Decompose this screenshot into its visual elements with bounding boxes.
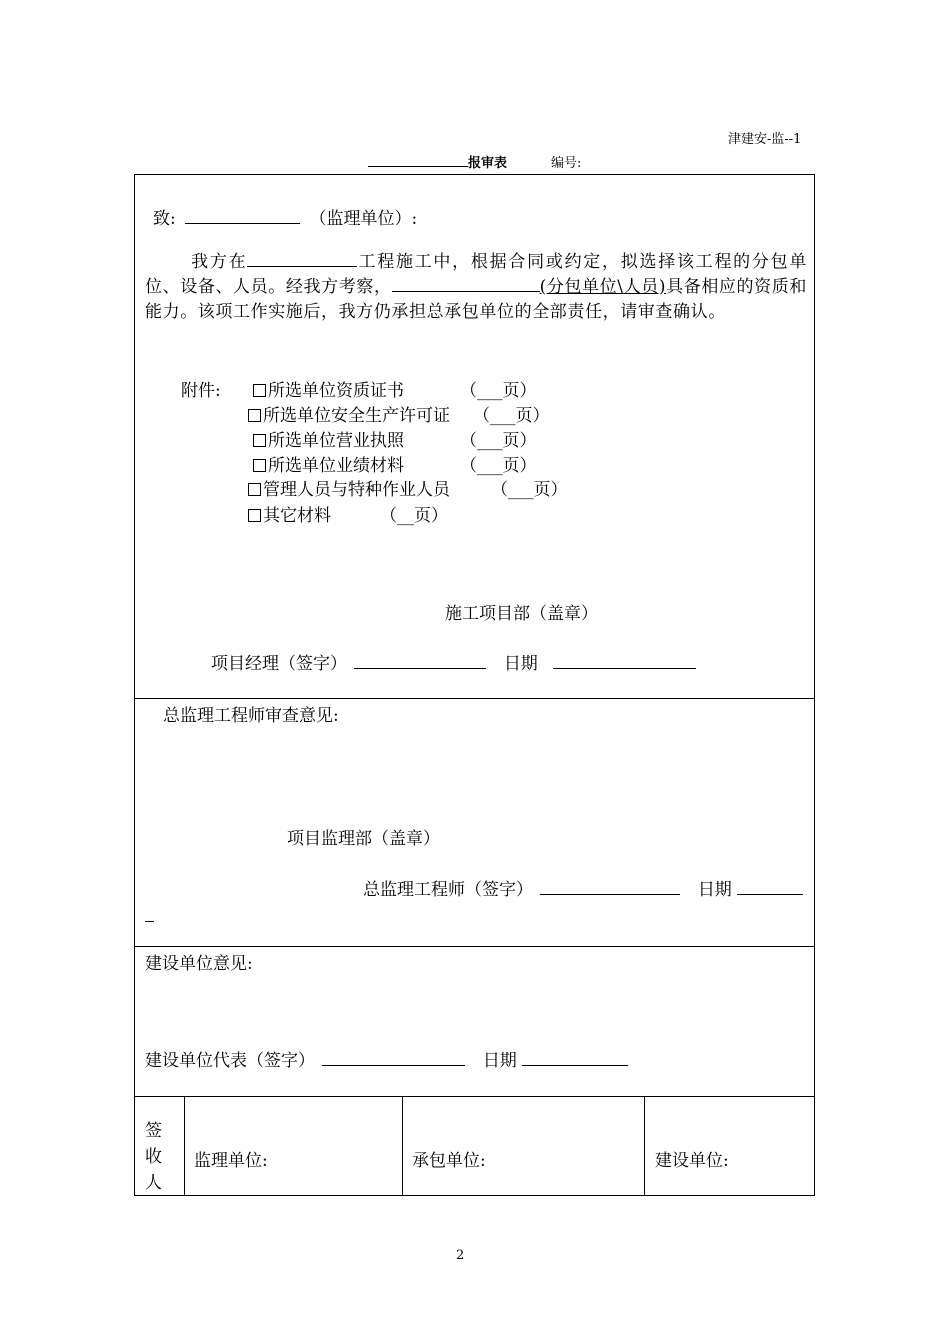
date-blank[interactable] bbox=[553, 653, 696, 669]
manager-sign-label: 项目经理（签字） bbox=[211, 654, 347, 674]
owner-sign-label: 建设单位代表（签字） bbox=[145, 1051, 315, 1071]
addressee-line bbox=[153, 204, 417, 229]
report-form bbox=[134, 174, 815, 1196]
receiver-label-cell bbox=[135, 1096, 185, 1195]
attachment-item[interactable]: 所选单位安全生产许可证 bbox=[248, 401, 450, 426]
attachment-pages: （___页） bbox=[460, 431, 537, 451]
date-blank[interactable] bbox=[737, 879, 803, 895]
supervisor-receipt-cell[interactable] bbox=[184, 1096, 403, 1195]
checkbox[interactable] bbox=[248, 509, 261, 522]
receiver-label: 签收人 bbox=[145, 1121, 162, 1193]
checkbox[interactable] bbox=[248, 483, 261, 496]
attachment-item[interactable]: 其它材料 bbox=[248, 501, 331, 526]
contractor-receipt-cell[interactable] bbox=[402, 1096, 645, 1195]
checkbox[interactable] bbox=[253, 434, 266, 447]
receipt-row bbox=[135, 1096, 814, 1195]
owner-section bbox=[135, 946, 814, 1097]
construction-dept-seal: 施工项目部（盖章） bbox=[445, 604, 598, 624]
chief-supervisor-section bbox=[135, 698, 814, 947]
attachment-pages: （___页） bbox=[491, 480, 568, 500]
to-suffix: （监理单位）: bbox=[309, 209, 418, 229]
attachment-pages: （___页） bbox=[473, 406, 550, 426]
date-blank[interactable] bbox=[522, 1050, 628, 1066]
checkbox[interactable] bbox=[248, 409, 261, 422]
owner-signature-blank[interactable] bbox=[322, 1050, 465, 1066]
declaration-paragraph: 我方在 工程施工中，根据合同或约定，拟选择该工程的分包单位、设备、人员。经我方考察， (分包单位\人员)具备相应的资质和能力。该项工作实施后，我方仍承担总承包单位的全部责任，请审查确认。 bbox=[145, 252, 807, 322]
chief-supervisor-heading: 总监理工程师审查意见: bbox=[163, 706, 339, 726]
attachment-item[interactable]: 所选单位营业执照 bbox=[253, 426, 404, 451]
subcontractor-blank[interactable] bbox=[392, 276, 540, 292]
attachment-pages: （___页） bbox=[460, 456, 537, 476]
form-code: 津建安-监--1 bbox=[728, 132, 802, 147]
attachment-pages: （___页） bbox=[460, 381, 537, 401]
to-label: 致: bbox=[153, 209, 176, 229]
chief-sign-label: 总监理工程师（签字） bbox=[363, 880, 533, 900]
attachment-item[interactable]: 所选单位资质证书 bbox=[253, 376, 404, 401]
attachment-item[interactable]: 所选单位业绩材料 bbox=[253, 451, 404, 476]
number-label: 编号: bbox=[551, 156, 582, 171]
contractor-section bbox=[135, 175, 814, 699]
page-number: 2 bbox=[456, 1248, 465, 1263]
manager-sign-line bbox=[211, 649, 696, 674]
owner-receipt-cell[interactable] bbox=[644, 1096, 816, 1195]
form-title bbox=[368, 152, 581, 171]
chief-signature-blank[interactable] bbox=[540, 879, 680, 895]
checkbox[interactable] bbox=[253, 384, 266, 397]
date-label: 日期 bbox=[697, 880, 732, 900]
supervision-dept-seal: 项目监理部（盖章） bbox=[287, 829, 440, 849]
attachment-item[interactable]: 管理人员与特种作业人员 bbox=[248, 475, 450, 500]
receipt-section bbox=[135, 1096, 814, 1195]
title-blank[interactable] bbox=[368, 156, 468, 167]
owner-unit-label: 建设单位: bbox=[655, 1151, 729, 1171]
date-label: 日期 bbox=[503, 654, 538, 674]
attachment-pages: （__页） bbox=[380, 506, 448, 526]
title-text: 报审表 bbox=[468, 156, 508, 171]
checkbox[interactable] bbox=[253, 459, 266, 472]
date-blank-continued[interactable] bbox=[145, 906, 154, 922]
contractor-unit-label: 承包单位: bbox=[412, 1151, 486, 1171]
project-name-blank[interactable] bbox=[247, 251, 357, 267]
supervisor-unit-blank[interactable] bbox=[185, 208, 300, 224]
manager-signature-blank[interactable] bbox=[354, 653, 486, 669]
owner-sign-line bbox=[145, 1046, 628, 1071]
chief-sign-line bbox=[363, 875, 803, 900]
date-label: 日期 bbox=[482, 1051, 517, 1071]
owner-heading: 建设单位意见: bbox=[145, 954, 253, 974]
attachments-label: 附件: bbox=[181, 381, 221, 401]
supervisor-unit-label: 监理单位: bbox=[194, 1151, 268, 1171]
